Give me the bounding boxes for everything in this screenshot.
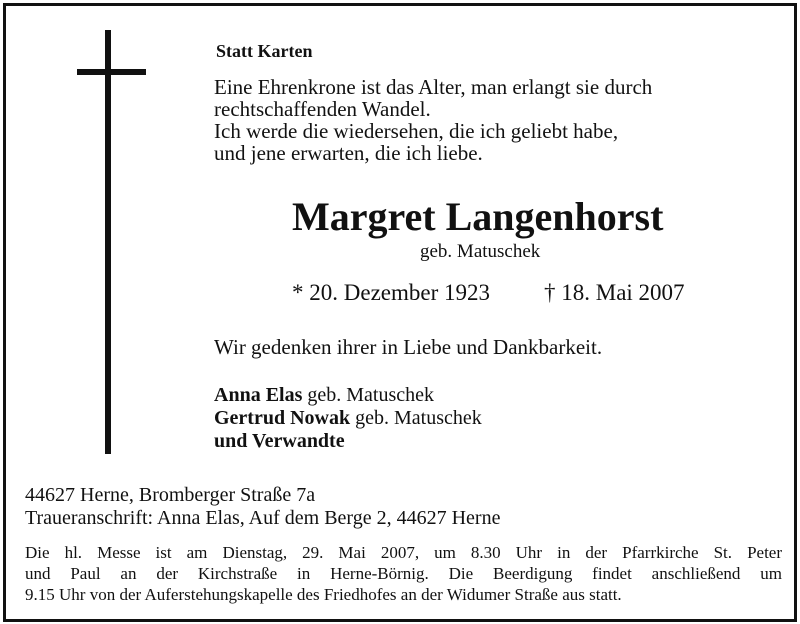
header-label: Statt Karten — [216, 41, 313, 61]
mourners-list — [214, 384, 482, 453]
maiden-name: geb. Matuschek — [420, 241, 541, 262]
obituary-notice — [3, 3, 797, 622]
mourner-name: Gertrud Nowak — [214, 407, 351, 429]
verse-line: Ich werde die wiedersehen, die ich geliebt habe, — [214, 119, 619, 143]
address-line: 44627 Herne, Bromberger Straße 7a — [25, 484, 316, 506]
mourner-note: geb. Matuschek — [302, 384, 435, 406]
mourning-address: Traueranschrift: Anna Elas, Auf dem Berge 2, 44627 Herne — [25, 507, 501, 529]
birth-date: * 20. Dezember 1923 — [292, 280, 490, 305]
mourner-note: geb. Matuschek — [350, 407, 482, 429]
cross-horizontal-bar — [77, 69, 146, 75]
verse-line: und jene erwarten, die ich liebe. — [214, 141, 483, 165]
deceased-name: Margret Langenhorst — [292, 194, 664, 239]
verse-line: Eine Ehrenkrone ist das Alter, man erlangt sie durch — [214, 75, 653, 99]
mourner-entry — [214, 407, 482, 430]
mourner-name: Anna Elas — [214, 384, 303, 406]
verse-line: rechtschaffenden Wandel. — [214, 97, 431, 121]
tribute-text: Wir gedenken ihrer in Liebe und Dankbarkeit. — [214, 335, 603, 359]
cross-vertical-bar — [105, 30, 111, 454]
mourner-entry — [214, 384, 482, 407]
verse-block — [214, 76, 754, 164]
service-line: und Paul an der Kirchstraße in Herne-Börnig. Die Beerdigung findet anschließend um — [25, 564, 782, 583]
service-line: 9.15 Uhr von der Auferstehungskapelle des Friedhofes an der Widumer Straße aus statt. — [25, 585, 622, 604]
service-line: Die hl. Messe ist am Dienstag, 29. Mai 2007, um 8.30 Uhr in der Pfarrkirche St. Peter — [25, 543, 782, 562]
death-date: † 18. Mai 2007 — [544, 280, 685, 305]
relatives-line: und Verwandte — [214, 430, 345, 452]
service-info — [25, 542, 782, 605]
